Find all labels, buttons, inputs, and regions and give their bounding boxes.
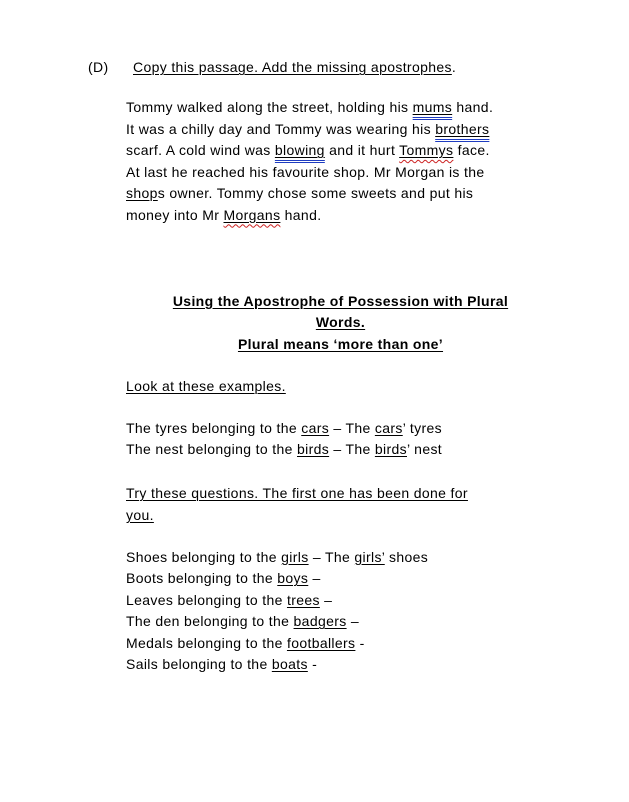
text-line: scarf. A cold wind was blowing and it hurt Tommys face.	[126, 142, 490, 158]
underlined-word: you.	[126, 506, 154, 523]
underlined-word: Plural means ‘more than one’	[237, 335, 444, 352]
text-line	[126, 376, 589, 398]
underlined-word	[224, 207, 281, 223]
underlined-word	[435, 121, 489, 137]
underlined-word: birds	[374, 441, 407, 457]
underlined-word: Words.	[315, 314, 366, 330]
underlined-word	[399, 142, 453, 158]
underlined-word	[413, 99, 453, 115]
exercise-label: (D)	[88, 59, 109, 75]
questions-intro	[126, 483, 589, 526]
text-line	[126, 291, 555, 313]
text-line: The nest belonging to the birds – The birds’ nest	[126, 441, 443, 457]
text-line: money into Mr Morgans hand.	[126, 206, 322, 223]
examples-intro	[126, 376, 589, 398]
grammar-marked-word: mums	[412, 99, 453, 115]
text-line	[126, 483, 589, 505]
text-line: Leaves belonging to the trees –	[126, 591, 333, 608]
text-line: At last he reached his favourite shop. Mr Morgan is the	[126, 163, 485, 180]
exercise-title-text: Copy this passage. Add the missing apostrophes	[133, 59, 452, 75]
grammar-marked-word: blowing	[274, 142, 325, 158]
spellcheck-marked-word: Tommys	[399, 142, 454, 158]
text-line	[126, 312, 555, 334]
underlined-word: Look at these examples.	[126, 377, 286, 394]
passage	[126, 97, 589, 226]
underlined-word: badgers	[293, 613, 347, 629]
spellcheck-marked-word: Morgans	[223, 206, 281, 223]
underlined-word: cars	[301, 419, 330, 436]
underlined-word: trees	[286, 591, 320, 608]
text-line: Shoes belonging to the girls – The girls’ shoes	[126, 548, 429, 565]
grammar-marked-word: brothers	[435, 120, 490, 137]
underlined-word: footballers	[286, 634, 356, 651]
underlined-word: shop	[126, 185, 158, 201]
underlined-word: Try these questions. The first one has been done for	[126, 485, 468, 501]
section-heading	[126, 291, 555, 356]
underlined-word: girls	[281, 548, 309, 565]
underlined-word: Using the Apostrophe of Possession with Plural	[172, 292, 509, 309]
text-line: Tommy walked along the street, holding his mums hand.	[126, 99, 494, 115]
text-line: shops owner. Tommy chose some sweets and put his	[126, 185, 474, 201]
underlined-word: girls’	[354, 548, 385, 565]
text-line: It was a chilly day and Tommy was wearing his brothers	[126, 120, 490, 137]
text-line	[126, 505, 589, 527]
underlined-word	[275, 142, 325, 158]
underlined-word: birds	[297, 441, 330, 457]
text-line: The den belonging to the badgers –	[126, 613, 359, 629]
text-line	[126, 334, 555, 356]
text-line: The tyres belonging to the cars – The cars’ tyres	[126, 419, 443, 436]
exercise-title-period: .	[451, 59, 457, 75]
text-line: Boots belonging to the boys –	[126, 570, 321, 586]
questions-list	[126, 547, 589, 676]
text-line: Sails belonging to the boats -	[126, 656, 318, 672]
underlined-word: cars	[374, 419, 403, 436]
exercise-d-header	[88, 57, 589, 79]
underlined-word: boys	[277, 570, 309, 586]
underlined-word: boats	[271, 656, 308, 672]
exercise-title	[133, 57, 456, 79]
examples-list	[126, 418, 589, 461]
text-line: Medals belonging to the footballers -	[126, 634, 365, 651]
